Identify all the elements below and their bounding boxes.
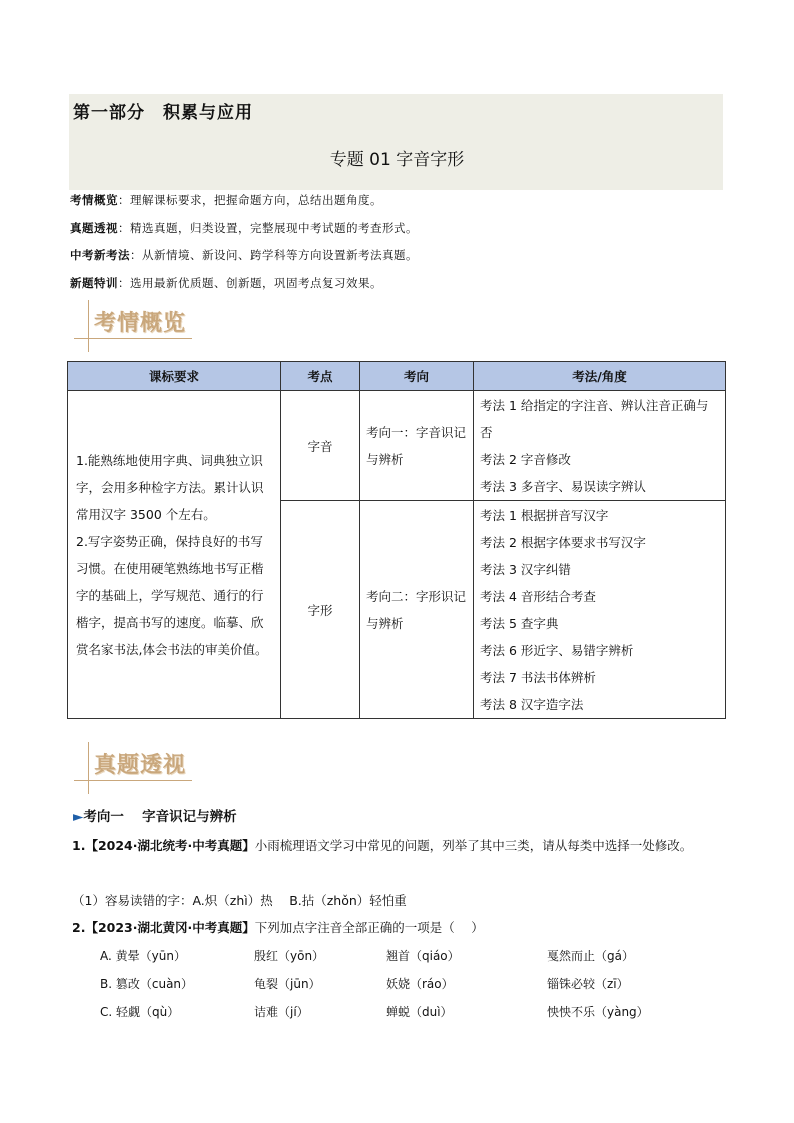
table-header-cell: 课标要求 [68, 362, 281, 391]
table-header-cell: 考法/角度 [474, 362, 726, 391]
heading-decoration-line [74, 338, 192, 339]
section-heading-text: 真题透视 [94, 753, 187, 778]
question-2 [72, 914, 484, 941]
method-cell [474, 501, 726, 719]
requirement-text: 1.能熟练地使用字典、词典独立识字，会用多种检字方法。累计认识常用汉字 3500 个左右。 2.写字姿势正确，保持良好的书写习惯。在使用硬笔熟练地书写正楷字的基础上，学写规范、通行的行楷字，提高书写的速度。临摹、欣赏名家书法,体会书法的审美价值。 [76, 452, 268, 657]
table-header-row [68, 362, 726, 391]
intro-text: ：从新情境、新设问、跨学科等方向设置新考法真题。 [130, 248, 418, 262]
heading-decoration-line [74, 780, 192, 781]
direction-cell: 考向一：字音识记与辨析 [360, 391, 474, 501]
intro-line [70, 275, 382, 291]
intro-label: 中考新考法 [70, 248, 130, 262]
question-1-sub: （1）容易读错的字：A.炽（zhì）热 B.拈（zhǒn）轻怕重 [72, 893, 407, 908]
option-item: A. 黄晕（yūn） [100, 949, 186, 963]
intro-line [70, 192, 382, 208]
option-item: 怏怏不乐（yàng） [547, 1005, 649, 1019]
part-title: 第一部分 积累与应用 [73, 103, 253, 123]
intro-text: ：精选真题，归类设置，完整展现中考试题的考查形式。 [118, 221, 418, 235]
intro-line [70, 247, 418, 263]
section-heading-real-exams [74, 742, 204, 794]
question-tag: 1.【2024·湖北统考·中考真题】 [72, 838, 255, 853]
requirements-table [67, 361, 726, 719]
option-item: 蝉蜕（duì） [386, 1005, 453, 1019]
method-item: 考法 2 根据字体要求书写汉字 [480, 534, 646, 550]
intro-line [70, 220, 418, 236]
option-item: 诘难（jí） [254, 1005, 309, 1019]
section-heading-overview [74, 300, 204, 352]
method-item: 考法 2 字音修改 [480, 451, 571, 467]
topic-title: 专题 01 字音字形 [329, 150, 465, 170]
method-item: 考法 6 形近字、易错字辨析 [480, 642, 634, 658]
method-item: 考法 4 音形结合考查 [480, 588, 596, 604]
method-item: 考法 5 查字典 [480, 615, 559, 631]
requirement-cell [68, 391, 281, 719]
option-item: 龟裂（jūn） [254, 977, 321, 991]
method-item: 考法 1 根据拼音写汉字 [480, 507, 609, 523]
direction-heading [73, 805, 237, 825]
intro-label: 真题透视 [70, 221, 118, 235]
method-item: 考法 3 汉字纠错 [480, 561, 571, 577]
heading-decoration-line [88, 300, 89, 352]
method-cell [474, 391, 726, 501]
option-item: 锱铢必较（zī） [547, 977, 629, 991]
method-item: 考法 7 书法书体辨析 [480, 669, 596, 685]
option-item: 殷红（yōn） [254, 949, 325, 963]
table-row [68, 391, 726, 501]
method-item: 考法 8 汉字造字法 [480, 696, 584, 712]
intro-label: 考情概览 [70, 193, 118, 207]
table-header-cell: 考点 [281, 362, 360, 391]
heading-decoration-line [88, 742, 89, 794]
triangle-marker-icon: ► [73, 809, 84, 825]
option-item: 妖娆（ráo） [386, 977, 454, 991]
intro-label: 新题特训 [70, 276, 118, 290]
option-item: 翘首（qiáo） [386, 949, 460, 963]
option-item: 戛然而止（gá） [547, 949, 634, 963]
question-text: 小雨梳理语文学习中常见的问题，列举了其中三类，请从每类中选择一处修改。 [254, 838, 693, 853]
method-item: 考法 3 多音字、易误读字辨认 [480, 478, 646, 494]
method-item: 考法 1 给指定的字注音、辨认注音正确与否 [480, 397, 709, 440]
intro-text: ：理解课标要求，把握命题方向，总结出题角度。 [118, 193, 382, 207]
intro-text: ：选用最新优质题、创新题，巩固考点复习效果。 [118, 276, 382, 290]
point-cell: 字形 [281, 501, 360, 719]
question-1 [72, 832, 722, 859]
table-header-cell: 考向 [360, 362, 474, 391]
direction-cell: 考向二：字形识记与辨析 [360, 501, 474, 719]
option-item: C. 轻觑（qù） [100, 1005, 180, 1019]
option-item: B. 篡改（cuàn） [100, 977, 194, 991]
question-text: 下列加点字注音全部正确的一项是（ ） [254, 920, 484, 935]
point-cell: 字音 [281, 391, 360, 501]
section-heading-text: 考情概览 [94, 311, 187, 336]
question-tag: 2.【2023·湖北黄冈·中考真题】 [72, 920, 255, 935]
direction-heading-text: 考向一 字音识记与辨析 [83, 809, 237, 825]
